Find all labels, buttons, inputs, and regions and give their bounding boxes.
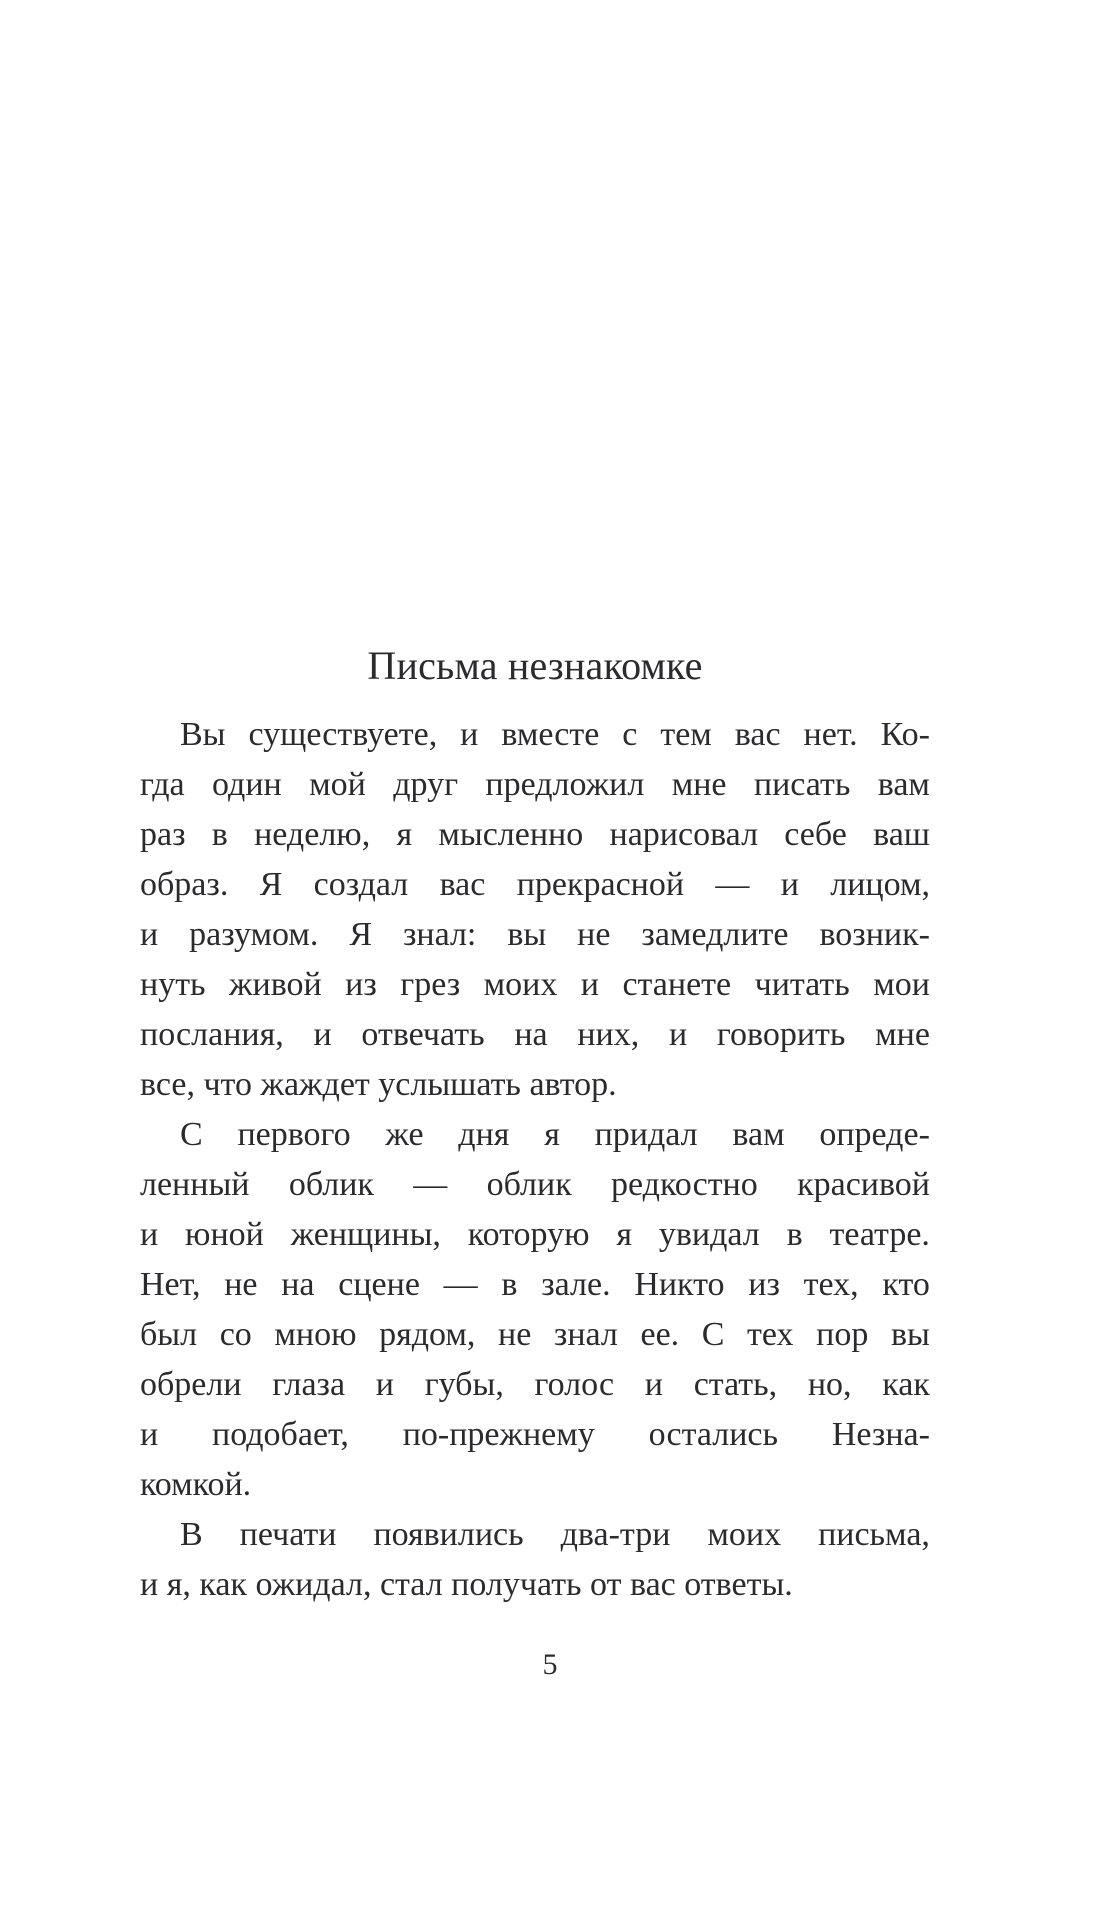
word: послания, xyxy=(140,1016,284,1053)
word: в xyxy=(786,1216,803,1253)
word: моих xyxy=(707,1516,782,1553)
word: на xyxy=(281,1266,315,1303)
word: грез xyxy=(400,966,461,1003)
word: прекрасной xyxy=(516,866,685,903)
word: был xyxy=(140,1316,198,1353)
word: лицом, xyxy=(830,866,930,903)
word: создал xyxy=(313,866,409,903)
word: подобает, xyxy=(212,1416,349,1453)
word: обрели xyxy=(140,1366,242,1403)
word: появились xyxy=(373,1516,524,1553)
word: письма, xyxy=(818,1516,930,1553)
word: ленный xyxy=(140,1166,250,1203)
word: знал: xyxy=(402,916,477,953)
word: Ко- xyxy=(880,716,930,753)
word: не xyxy=(498,1316,532,1353)
word: ваш xyxy=(873,816,930,853)
word: дня xyxy=(458,1116,510,1153)
paragraph xyxy=(140,1510,930,1610)
word: остались xyxy=(648,1416,778,1453)
text-line xyxy=(140,760,930,810)
word: — xyxy=(715,866,750,903)
word: тех, xyxy=(803,1266,859,1303)
word: разумом. xyxy=(189,916,319,953)
text-line xyxy=(140,1210,930,1260)
text-line xyxy=(140,1010,930,1060)
word: губы, xyxy=(424,1366,504,1403)
text-line xyxy=(140,960,930,1010)
word: мой xyxy=(309,766,366,803)
text-line xyxy=(140,1310,930,1360)
word: из xyxy=(748,1266,780,1303)
word: друг xyxy=(393,766,459,803)
word: образ. xyxy=(140,866,229,903)
word: и xyxy=(313,1016,332,1053)
word: два-три xyxy=(560,1516,671,1553)
word: опреде- xyxy=(819,1116,930,1153)
text-line xyxy=(140,910,930,960)
word: С xyxy=(701,1316,725,1353)
word: С xyxy=(180,1116,203,1153)
word: возник- xyxy=(819,916,930,953)
word: и xyxy=(780,866,799,903)
word: гда xyxy=(140,766,185,803)
word: замедлите xyxy=(641,916,789,953)
word: пор xyxy=(816,1316,869,1353)
word: В xyxy=(180,1516,203,1553)
word: Незна- xyxy=(831,1416,930,1453)
text-line: комкой. xyxy=(140,1466,252,1503)
word: и xyxy=(460,716,479,753)
word: редкостно xyxy=(611,1166,758,1203)
word: придал xyxy=(594,1116,698,1153)
word: вас xyxy=(734,716,781,753)
word: станете xyxy=(622,966,732,1003)
word: вы xyxy=(890,1316,930,1353)
word: но, xyxy=(807,1366,852,1403)
word: увидал xyxy=(658,1216,760,1253)
word: и xyxy=(375,1366,394,1403)
word: не xyxy=(577,916,611,953)
word: Я xyxy=(259,866,283,903)
word: и xyxy=(140,916,159,953)
text-line xyxy=(140,860,930,910)
word: вас xyxy=(439,866,486,903)
word: юной xyxy=(185,1216,264,1253)
text-line xyxy=(140,1360,930,1410)
word: писать xyxy=(753,766,851,803)
word: кто xyxy=(882,1266,930,1303)
word: предложил xyxy=(485,766,645,803)
word: вместе xyxy=(501,716,600,753)
text-line xyxy=(140,1110,930,1160)
word: же xyxy=(385,1116,424,1153)
text-line xyxy=(140,1410,930,1460)
word: облик xyxy=(288,1166,374,1203)
word: вы xyxy=(507,916,547,953)
word: вам xyxy=(877,766,930,803)
text-line xyxy=(140,710,930,760)
word: со xyxy=(219,1316,252,1353)
word: голос xyxy=(534,1366,615,1403)
word: я xyxy=(544,1116,560,1153)
word: из xyxy=(345,966,377,1003)
word: нет. xyxy=(803,716,858,753)
paragraph xyxy=(140,710,930,1110)
page-text-block xyxy=(140,640,930,1610)
word: и xyxy=(644,1366,663,1403)
word: — xyxy=(413,1166,448,1203)
word: на xyxy=(514,1016,548,1053)
word: моих xyxy=(483,966,558,1003)
word: существуете, xyxy=(248,716,438,753)
word: себе xyxy=(784,816,847,853)
page-number: 5 xyxy=(542,1648,558,1681)
word: Нет, xyxy=(140,1266,201,1303)
word: первого xyxy=(237,1116,351,1153)
word: женщины, xyxy=(290,1216,441,1253)
text-line: и я, как ожидал, стал получать от вас ответы. xyxy=(140,1566,793,1603)
word: по-прежнему xyxy=(402,1416,595,1453)
word: Никто xyxy=(634,1266,725,1303)
word: них, xyxy=(577,1016,640,1053)
word: Вы xyxy=(180,716,226,753)
word: печати xyxy=(239,1516,337,1553)
chapter-title: Письма незнакомке xyxy=(367,643,703,688)
word: и xyxy=(140,1216,159,1253)
word: тем xyxy=(660,716,712,753)
text-line xyxy=(140,1260,930,1310)
word: и xyxy=(140,1416,159,1453)
word: и xyxy=(580,966,599,1003)
word: ее. xyxy=(640,1316,680,1353)
word: мысленно xyxy=(438,816,584,853)
word: облик xyxy=(486,1166,572,1203)
word: отвечать xyxy=(361,1016,485,1053)
word: один xyxy=(212,766,282,803)
word: вам xyxy=(732,1116,785,1153)
word: стать, xyxy=(693,1366,778,1403)
word: мною xyxy=(274,1316,357,1353)
word: — xyxy=(443,1266,478,1303)
text-line xyxy=(140,810,930,860)
word: тех xyxy=(747,1316,794,1353)
word: говорить xyxy=(716,1016,846,1053)
word: в xyxy=(211,816,228,853)
word: театре. xyxy=(829,1216,930,1253)
word: глаза xyxy=(272,1366,346,1403)
text-line xyxy=(140,1160,930,1210)
word: читать xyxy=(754,966,850,1003)
word: красивой xyxy=(797,1166,930,1203)
paragraph-list xyxy=(140,710,930,1610)
text-line: все, что жаждет услышать автор. xyxy=(140,1066,617,1103)
word: с xyxy=(622,716,638,753)
word: мои xyxy=(873,966,930,1003)
word: как xyxy=(882,1366,930,1403)
word: знал xyxy=(553,1316,618,1353)
word: рядом, xyxy=(379,1316,476,1353)
word: которую xyxy=(467,1216,590,1253)
word: зале. xyxy=(541,1266,611,1303)
word: не xyxy=(224,1266,258,1303)
word: я xyxy=(396,816,413,853)
word: в xyxy=(501,1266,518,1303)
text-line xyxy=(140,1510,930,1560)
word: мне xyxy=(671,766,727,803)
word: нарисовал xyxy=(609,816,759,853)
word: нуть xyxy=(140,966,206,1003)
word: и xyxy=(668,1016,688,1053)
word: Я xyxy=(349,916,373,953)
word: я xyxy=(616,1216,632,1253)
paragraph xyxy=(140,1110,930,1510)
word: раз xyxy=(140,816,186,853)
word: неделю, xyxy=(254,816,371,853)
word: живой xyxy=(229,966,322,1003)
word: мне xyxy=(875,1016,930,1053)
word: сцене xyxy=(338,1266,420,1303)
